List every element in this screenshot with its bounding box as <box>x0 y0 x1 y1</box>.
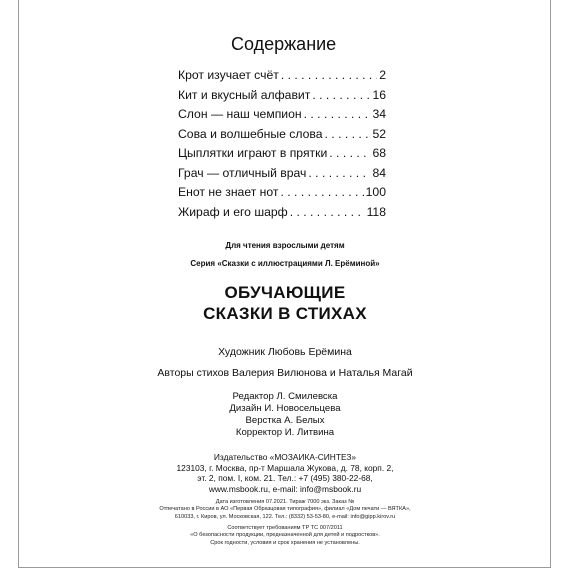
toc-item-title: Сова и волшебные слова <box>178 126 323 141</box>
book-title-line-2: СКАЗКИ В СТИХАХ <box>203 304 367 323</box>
toc-item <box>178 205 386 225</box>
toc-item <box>178 127 386 147</box>
staff-line: Корректор И. Литвина <box>235 427 335 438</box>
illustrator-credit: Художник Любовь Ерёмина <box>218 346 352 358</box>
staff-line: Верстка А. Белых <box>245 415 325 426</box>
toc-item-page: 16 <box>372 87 386 102</box>
staff-line: Дизайн И. Новосельцева <box>229 403 341 414</box>
toc-item-title: Грач — отличный врач <box>178 165 307 180</box>
compliance-line: Соответствует требованиям ТР ТС 007/2011 <box>227 525 343 531</box>
publisher-line: www.msbook.ru, e-mail: info@msbook.ru <box>208 483 362 494</box>
toc-item <box>178 68 386 88</box>
toc-leader <box>281 68 377 82</box>
toc-item-page: 68 <box>372 146 386 160</box>
staff-line: Редактор Л. Смилевска <box>232 391 338 402</box>
toc-item <box>178 88 386 108</box>
toc-item-page: 52 <box>372 126 386 141</box>
toc-leader <box>308 166 370 180</box>
compliance-line: Срок годности, условия и срок хранения не установлены. <box>210 539 360 546</box>
toc-item <box>178 166 386 186</box>
series-name: Серия «Сказки с иллюстрациями Л. Ерёминой» <box>190 259 380 268</box>
toc-item-page: 118 <box>366 204 386 219</box>
print-line: Дата изготовления 07.2021. Тираж 7000 экз. Заказ № <box>215 499 355 505</box>
toc-item <box>178 185 386 205</box>
table-of-contents <box>178 68 386 224</box>
toc-item-title: Кит и вкусный алфавит <box>178 87 311 102</box>
toc-leader <box>281 185 364 199</box>
print-line: Отпечатано в России в АО «Первая Образцовая типография», филиал «Дом печати — ВЯТКА», <box>159 506 411 513</box>
toc-leader <box>312 88 370 102</box>
compliance-info <box>0 525 570 547</box>
audience-note: Для чтения взрослыми детям <box>225 241 345 250</box>
toc-item <box>178 107 386 127</box>
toc-item <box>178 146 386 166</box>
publisher-line: 123103, г. Москва, пр-т Маршала Жукова, д. 78, корп. 2, <box>176 462 394 473</box>
toc-item-title: Жираф и его шарф <box>178 204 288 219</box>
toc-item-page: 100 <box>365 185 386 199</box>
toc-leader <box>290 205 365 219</box>
toc-item-page: 34 <box>372 107 386 121</box>
toc-item-page: 2 <box>379 68 386 82</box>
toc-item-title: Слон — наш чемпион <box>178 107 302 121</box>
toc-leader <box>325 127 371 141</box>
toc-item-title: Крот изучает счёт <box>178 68 279 82</box>
toc-title: Содержание <box>231 34 337 54</box>
toc-leader <box>329 146 370 160</box>
print-info <box>0 499 570 521</box>
toc-item-page: 84 <box>372 165 386 180</box>
publisher-info <box>0 452 570 494</box>
publisher-line: эт. 2, пом. I, ком. 21. Тел.: +7 (495) 380-22-68, <box>197 473 373 483</box>
toc-item-title: Енот не знает нот <box>178 185 279 199</box>
compliance-line: «О безопасности продукции, предназначенной для детей и подростков». <box>190 532 380 539</box>
print-line: 610033, г. Киров, ул. Московская, 122. Тел.: (8332) 53-53-80, e-mail: info@gipp.kirov.ru <box>174 513 396 520</box>
book-title-line-1: ОБУЧАЮЩИЕ <box>224 283 346 302</box>
authors-credit: Авторы стихов Валерия Вилюнова и Наталья Магай <box>157 367 413 379</box>
toc-leader <box>304 107 371 121</box>
publisher-line: Издательство «МОЗАИКА-СИНТЕЗ» <box>213 452 357 462</box>
toc-item-title: Цыплятки играют в прятки <box>178 146 328 160</box>
staff-credits <box>0 391 570 439</box>
